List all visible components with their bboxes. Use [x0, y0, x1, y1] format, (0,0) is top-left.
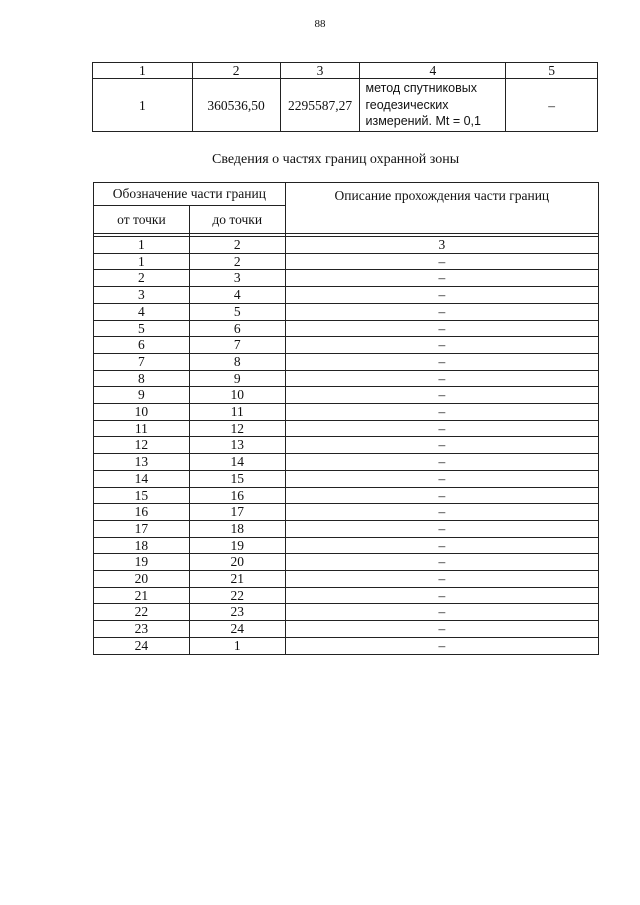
description-cell: –: [285, 387, 598, 404]
from-point-cell: 24: [94, 637, 190, 654]
table-row: [94, 470, 599, 487]
to-point-cell: 3: [189, 270, 285, 287]
table-row: [94, 637, 599, 654]
boundary-parts-table: [93, 182, 599, 655]
description-cell: –: [285, 370, 598, 387]
table-row: [94, 287, 599, 304]
column-number-cell: 2: [192, 63, 280, 79]
description-cell: –: [285, 520, 598, 537]
header-description-cell: Описание прохождения части границ: [285, 183, 598, 234]
column-5-cell: –: [506, 79, 598, 132]
to-point-cell: 21: [189, 571, 285, 588]
column-number-cell: 1: [93, 63, 193, 79]
from-point-cell: 17: [94, 520, 190, 537]
description-cell: –: [285, 470, 598, 487]
method-line: геодезических: [365, 97, 449, 112]
to-point-cell: 15: [189, 470, 285, 487]
table-row: [94, 604, 599, 621]
to-point-cell: 11: [189, 404, 285, 421]
table-row: [94, 420, 599, 437]
from-point-cell: 9: [94, 387, 190, 404]
to-point-cell: 2: [189, 253, 285, 270]
table-row: [94, 320, 599, 337]
from-point-cell: 12: [94, 437, 190, 454]
table-row: [94, 353, 599, 370]
description-cell: –: [285, 320, 598, 337]
table-row: [94, 537, 599, 554]
page-number: 88: [314, 18, 326, 30]
from-point-cell: 13: [94, 454, 190, 471]
to-point-cell: 16: [189, 487, 285, 504]
from-point-cell: 23: [94, 621, 190, 638]
method-line: измерений. Mt = 0,1: [365, 114, 481, 129]
coordinates-table: [92, 62, 598, 132]
to-point-cell: 17: [189, 504, 285, 521]
to-point-cell: 6: [189, 320, 285, 337]
from-point-cell: 8: [94, 370, 190, 387]
header-to-cell: до точки: [189, 206, 285, 234]
from-point-cell: 20: [94, 571, 190, 588]
to-point-cell: 8: [189, 353, 285, 370]
from-point-cell: 19: [94, 554, 190, 571]
column-number-cell: 1: [94, 237, 190, 254]
from-point-cell: 2: [94, 270, 190, 287]
from-point-cell: 1: [94, 253, 190, 270]
parts-header-row: [94, 183, 599, 206]
table-row: [94, 253, 599, 270]
column-number-cell: 5: [506, 63, 598, 79]
to-point-cell: 10: [189, 387, 285, 404]
column-number-cell: 2: [189, 237, 285, 254]
column-number-cell: 4: [360, 63, 506, 79]
to-point-cell: 13: [189, 437, 285, 454]
description-cell: –: [285, 571, 598, 588]
header-from-cell: от точки: [94, 206, 190, 234]
from-point-cell: 6: [94, 337, 190, 354]
from-point-cell: 18: [94, 537, 190, 554]
table-row: [94, 303, 599, 320]
from-point-cell: 7: [94, 353, 190, 370]
description-cell: –: [285, 353, 598, 370]
to-point-cell: 19: [189, 537, 285, 554]
description-cell: –: [285, 537, 598, 554]
table-row: [94, 554, 599, 571]
to-point-cell: 18: [189, 520, 285, 537]
from-point-cell: 21: [94, 587, 190, 604]
table-row: [94, 520, 599, 537]
from-point-cell: 16: [94, 504, 190, 521]
to-point-cell: 4: [189, 287, 285, 304]
method-cell: [360, 79, 506, 132]
to-point-cell: 1: [189, 637, 285, 654]
table-row: [94, 270, 599, 287]
y-coordinate-cell: 2295587,27: [280, 79, 360, 132]
column-numbers-row: [94, 237, 599, 254]
description-cell: –: [285, 504, 598, 521]
from-point-cell: 10: [94, 404, 190, 421]
description-cell: –: [285, 637, 598, 654]
coordinates-table-header-row: [93, 63, 598, 79]
description-cell: –: [285, 253, 598, 270]
to-point-cell: 9: [189, 370, 285, 387]
description-cell: –: [285, 437, 598, 454]
table-row: [94, 404, 599, 421]
section-title: Сведения о частях границ охранной зоны: [212, 152, 460, 167]
to-point-cell: 14: [189, 454, 285, 471]
description-cell: –: [285, 621, 598, 638]
to-point-cell: 24: [189, 621, 285, 638]
table-row: [94, 587, 599, 604]
to-point-cell: 23: [189, 604, 285, 621]
description-cell: –: [285, 487, 598, 504]
from-point-cell: 14: [94, 470, 190, 487]
description-cell: –: [285, 454, 598, 471]
from-point-cell: 22: [94, 604, 190, 621]
to-point-cell: 22: [189, 587, 285, 604]
description-cell: –: [285, 337, 598, 354]
to-point-cell: 20: [189, 554, 285, 571]
header-group-cell: Обозначение части границ: [94, 183, 286, 206]
column-number-cell: 3: [280, 63, 360, 79]
table-row: [94, 387, 599, 404]
parts-table-body: [94, 253, 599, 654]
from-point-cell: 3: [94, 287, 190, 304]
table-row: [94, 454, 599, 471]
from-point-cell: 15: [94, 487, 190, 504]
from-point-cell: 5: [94, 320, 190, 337]
description-cell: –: [285, 587, 598, 604]
point-number-cell: 1: [93, 79, 193, 132]
description-cell: –: [285, 287, 598, 304]
table-row: [94, 337, 599, 354]
to-point-cell: 5: [189, 303, 285, 320]
description-cell: –: [285, 404, 598, 421]
description-cell: –: [285, 420, 598, 437]
table-row: [94, 437, 599, 454]
to-point-cell: 12: [189, 420, 285, 437]
table-row: [94, 621, 599, 638]
table-row: [94, 370, 599, 387]
x-coordinate-cell: 360536,50: [192, 79, 280, 132]
method-line: метод спутниковых: [365, 81, 477, 96]
description-cell: –: [285, 303, 598, 320]
from-point-cell: 4: [94, 303, 190, 320]
table-row: [94, 504, 599, 521]
to-point-cell: 7: [189, 337, 285, 354]
coordinates-table-row: [93, 79, 598, 132]
description-cell: –: [285, 270, 598, 287]
table-row: [94, 487, 599, 504]
from-point-cell: 11: [94, 420, 190, 437]
description-cell: –: [285, 554, 598, 571]
table-row: [94, 571, 599, 588]
description-cell: –: [285, 604, 598, 621]
column-number-cell: 3: [285, 237, 598, 254]
